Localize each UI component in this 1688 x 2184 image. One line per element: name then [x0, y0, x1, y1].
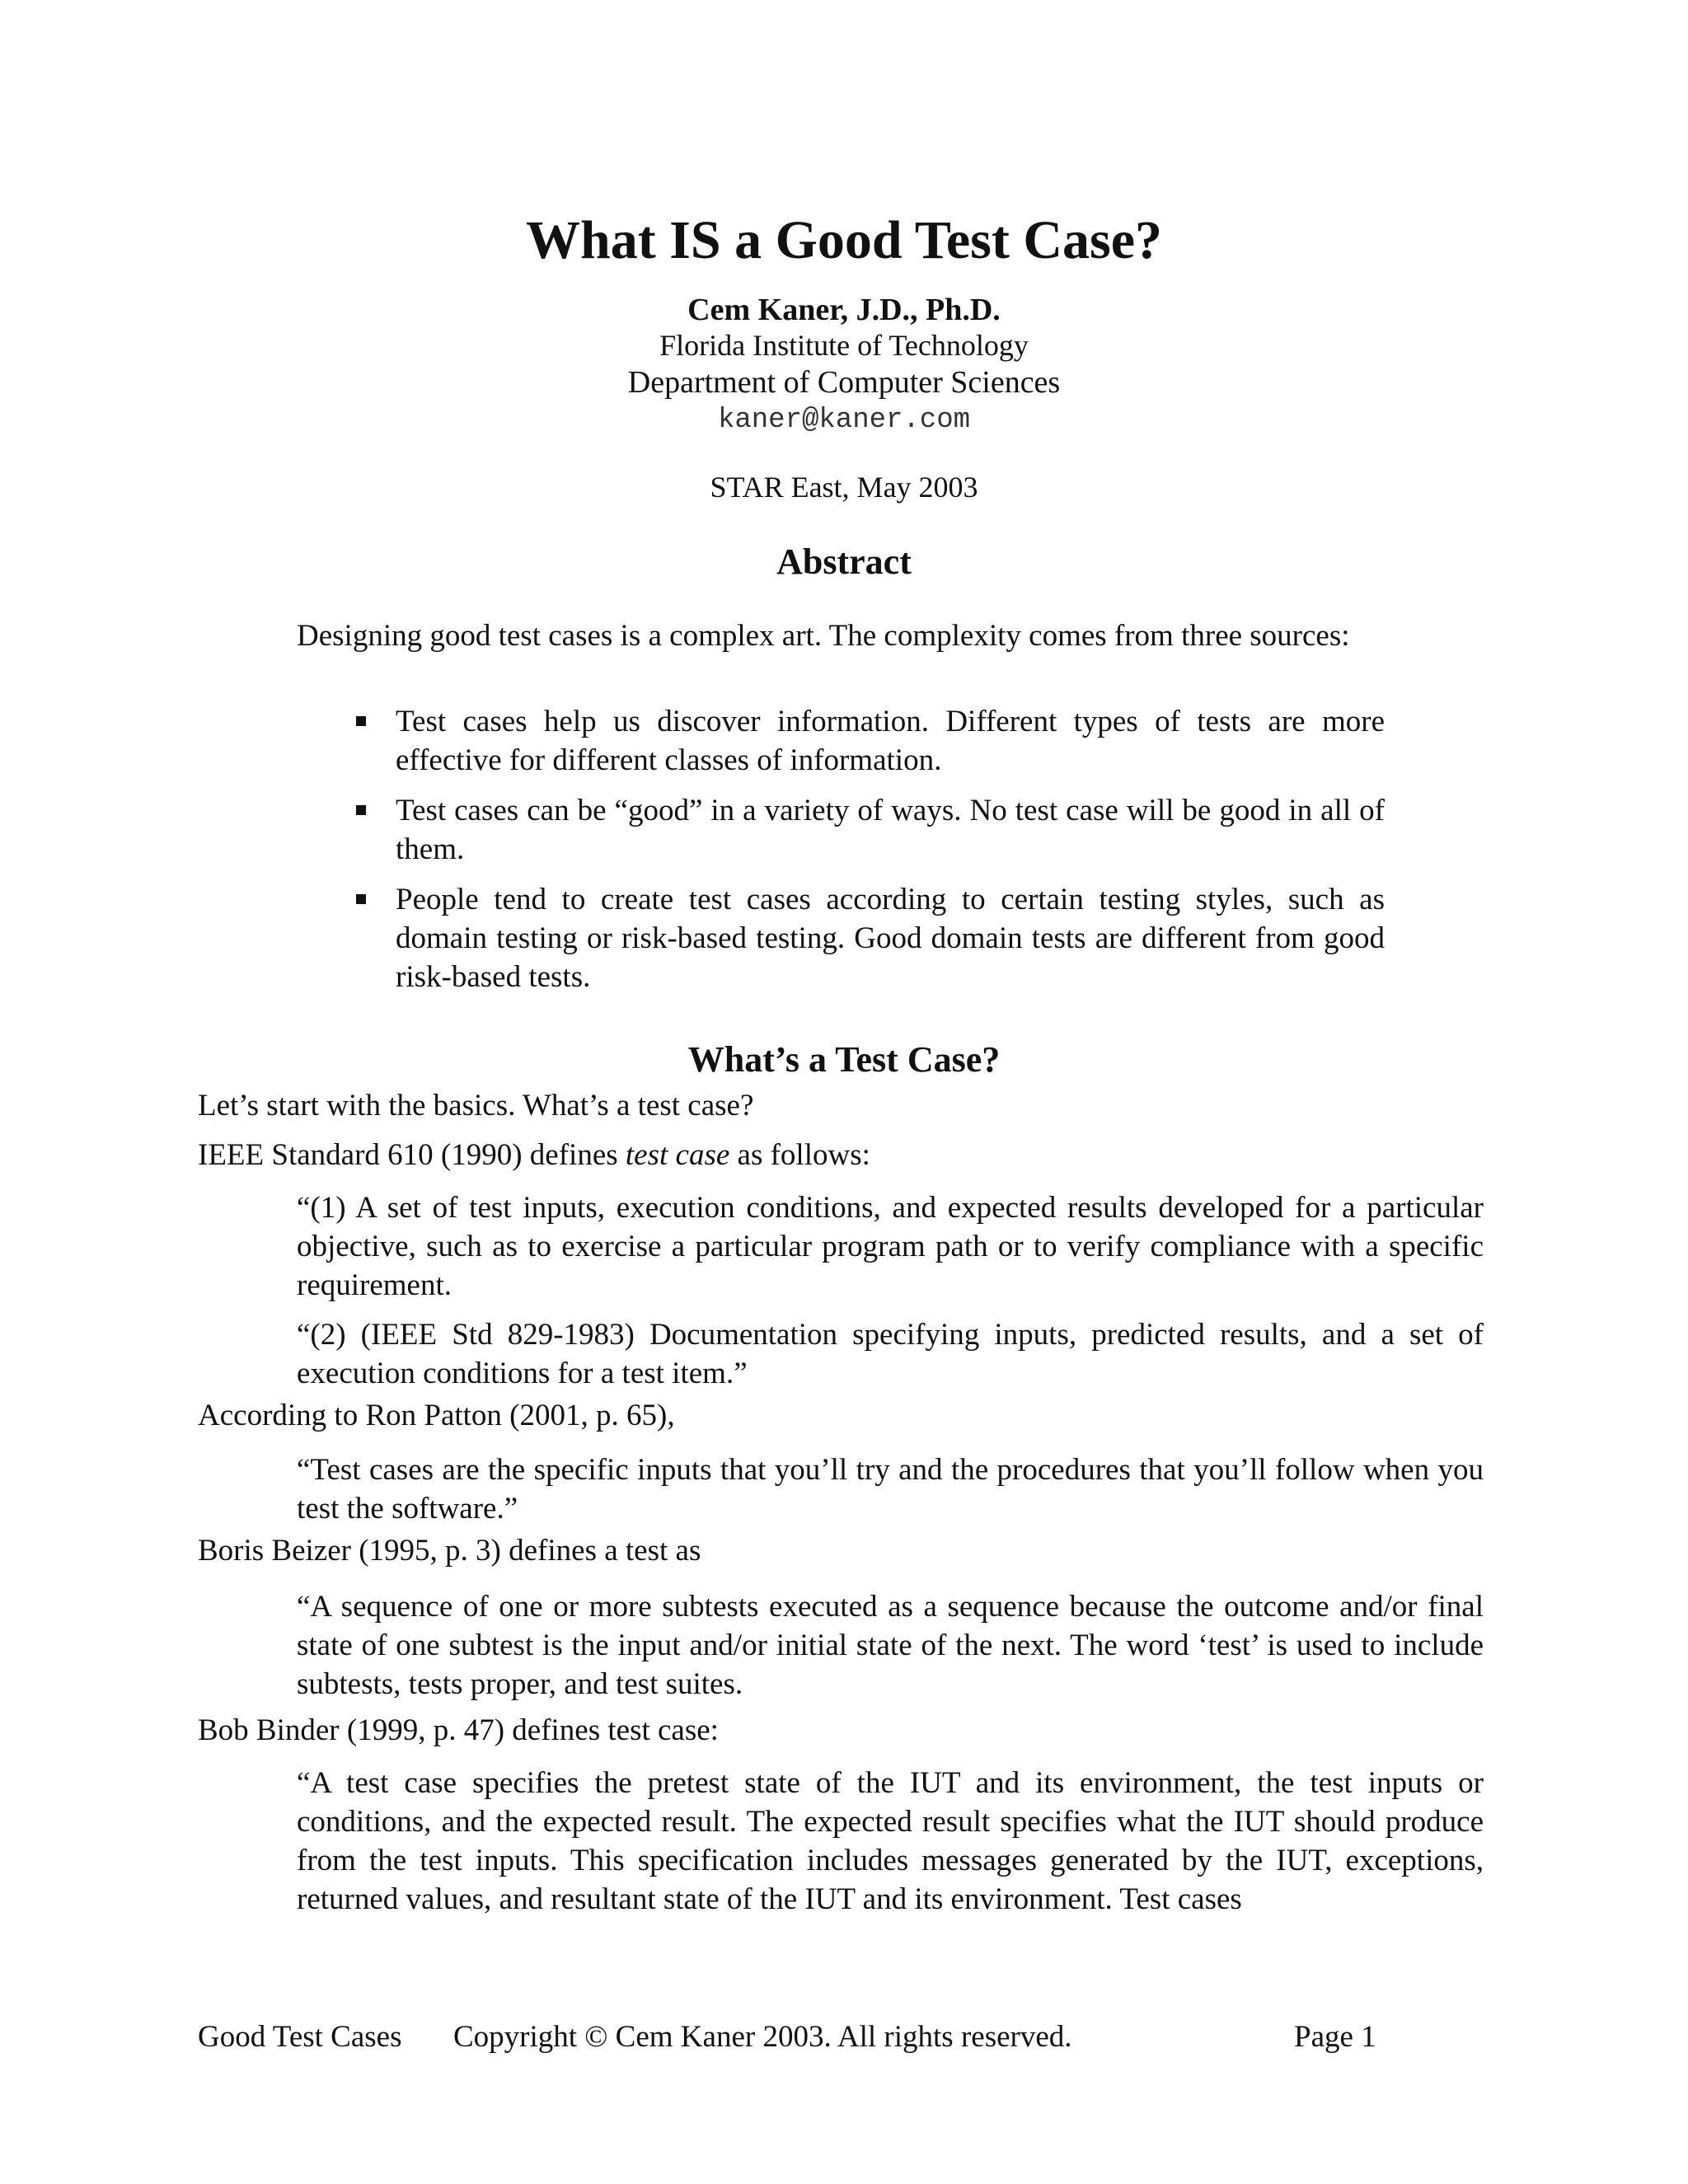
footer-copyright: Copyright © Cem Kaner 2003. All rights reserved.	[453, 2020, 1072, 2054]
paragraph-binder: Bob Binder (1999, p. 47) defines test case:	[198, 1713, 719, 1747]
conference-info: STAR East, May 2003	[710, 471, 978, 504]
abstract-bullet-item	[297, 791, 1385, 869]
author-name: Cem Kaner, J.D., Ph.D.	[687, 293, 1001, 327]
paragraph-ieee	[198, 1136, 1484, 1174]
abstract-heading: Abstract	[776, 541, 912, 582]
quote-beizer: “A sequence of one or more subtests executed as a sequence because the outcome and/or final state of one subtest is the input and/or initial state of the next. The word ‘test’ is used to include subtests, tests proper, and test suites.	[297, 1590, 1484, 1701]
paragraph-intro: Let’s start with the basics. What’s a test case?	[198, 1089, 754, 1122]
quote-ieee-2: “(2) (IEEE Std 829-1983) Documentation specifying inputs, predicted results, and a set of execution conditions for a test item.”	[297, 1318, 1484, 1390]
paragraph-ieee-suffix: as follows:	[729, 1138, 870, 1172]
quote-patton: “Test cases are the specific inputs that you’ll try and the procedures that you’ll follow when you test the software.”	[297, 1453, 1484, 1526]
affiliation-institute: Florida Institute of Technology	[659, 329, 1029, 362]
document-title: What IS a Good Test Case?	[526, 210, 1162, 270]
paragraph-beizer: Boris Beizer (1995, p. 3) defines a test as	[198, 1534, 701, 1568]
square-bullet-icon	[356, 805, 366, 815]
author-email: kaner@kaner.com	[717, 405, 971, 436]
abstract-bullet-item	[297, 880, 1385, 996]
abstract-bullet-text: Test cases can be “good” in a variety of ways. No test case will be good in all of them.	[396, 794, 1385, 866]
footer-doc-name: Good Test Cases	[198, 2020, 402, 2054]
abstract-bullet-text: Test cases help us discover information. Different types of tests are more effective for different classes of information.	[396, 705, 1385, 777]
affiliation-department: Department of Computer Sciences	[627, 365, 1061, 400]
section-heading: What’s a Test Case?	[687, 1039, 1001, 1080]
quote-binder: “A test case specifies the pretest state of the IUT and its environment, the test inputs or conditions, and the expected result. The expected result specifies what the IUT should produce from the test inputs. This specification includes messages generated by the IUT, exceptions, returned values, and resultant state of the IUT and its environment. Test cases	[297, 1766, 1484, 1916]
paragraph-ieee-prefix: IEEE Standard 610 (1990) defines	[198, 1138, 626, 1172]
square-bullet-icon	[356, 894, 366, 904]
abstract-bullet-text: People tend to create test cases according to certain testing styles, such as domain testing or risk-based testing. Good domain tests are different from good risk-based tests.	[396, 883, 1385, 994]
abstract-bullet-list	[297, 702, 1385, 1008]
abstract-intro: Designing good test cases is a complex art. The complexity comes from three sources:	[297, 619, 1350, 653]
abstract-bullet-item	[297, 702, 1385, 780]
paragraph-ieee-term: test case	[625, 1138, 730, 1172]
quote-ieee-1: “(1) A set of test inputs, execution conditions, and expected results developed for a particular objective, such as to exercise a particular program path or to verify compliance with a specific requirement.	[297, 1191, 1484, 1302]
square-bullet-icon	[356, 716, 366, 726]
footer-page-number: Page 1	[1294, 2020, 1376, 2054]
paragraph-patton: According to Ron Patton (2001, p. 65),	[198, 1399, 675, 1432]
